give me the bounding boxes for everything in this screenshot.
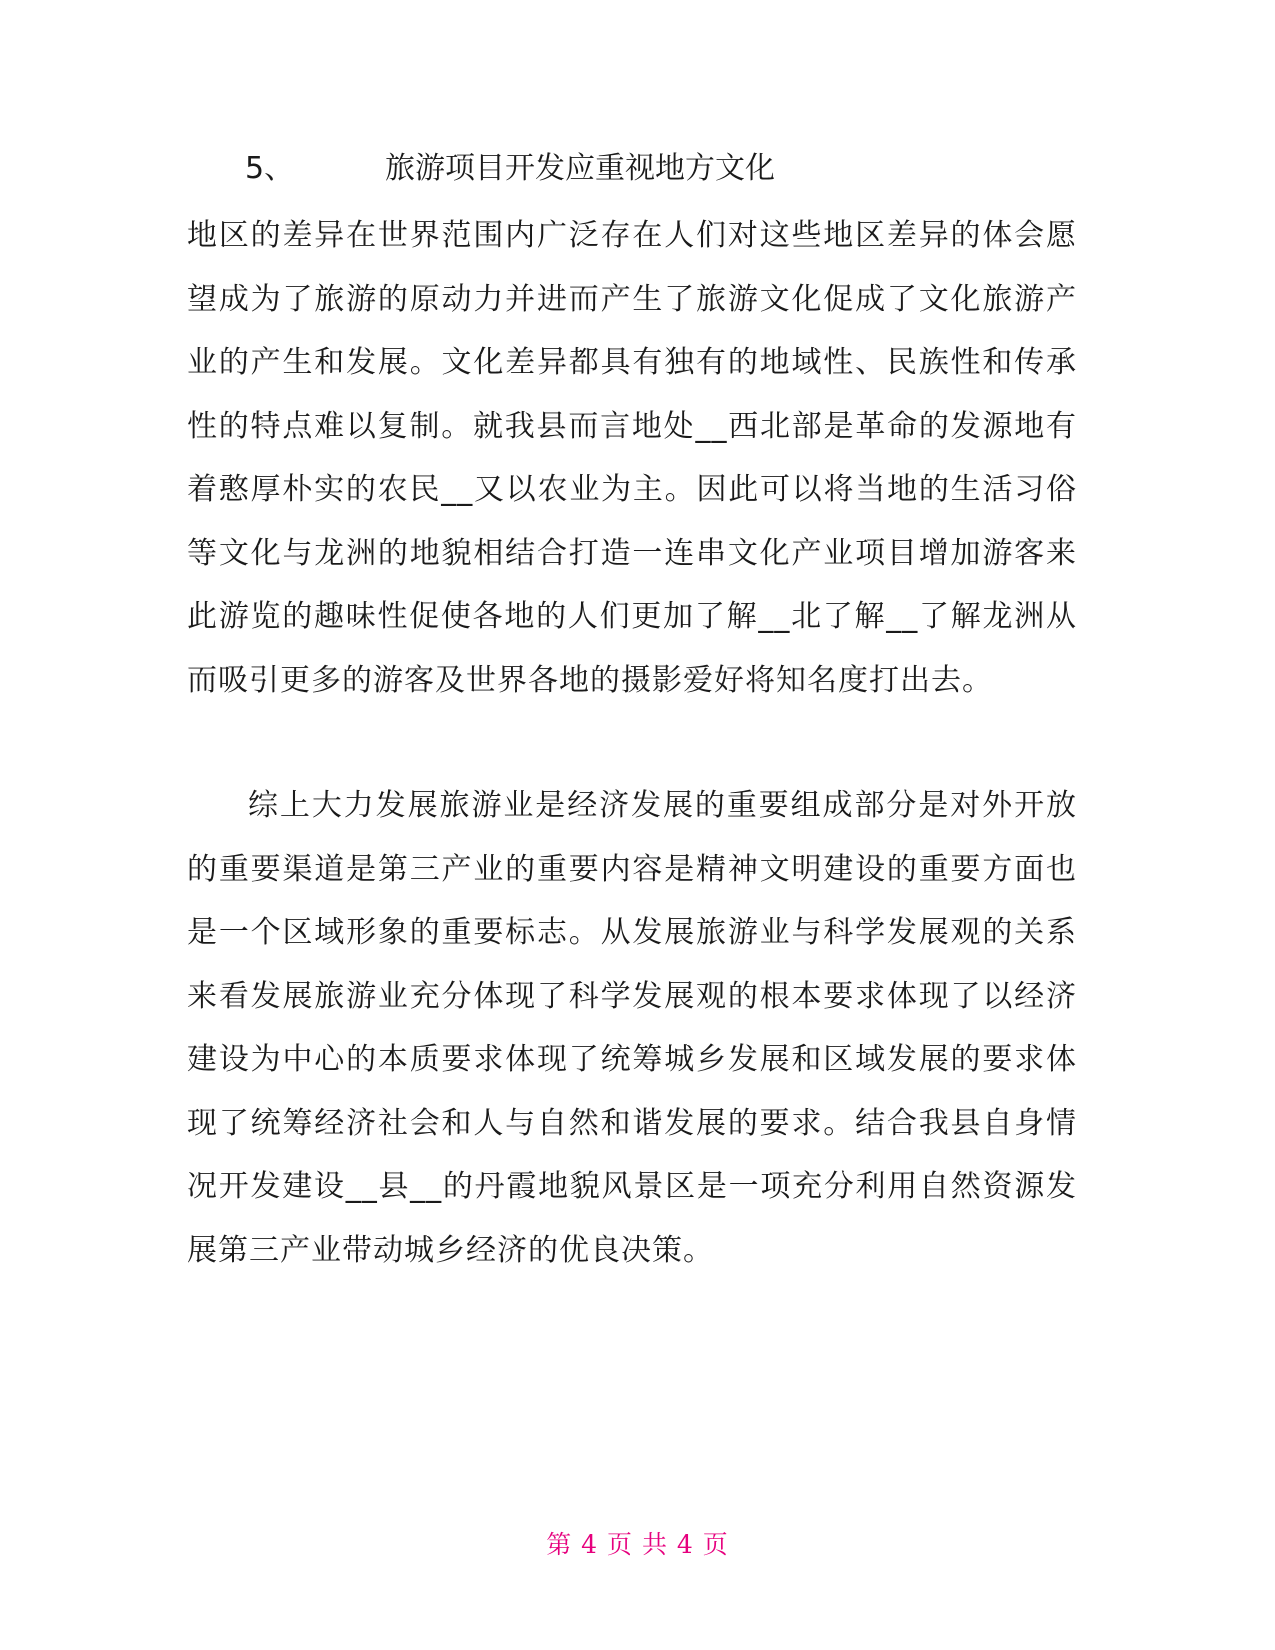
page-number-footer: 第 4 页 共 4 页 — [546, 1530, 729, 1559]
paragraph-2: 综上大力发展旅游业是经济发展的重要组成部分是对外开放的重要渠道是第三产业的重要内容是精神文明建设的重要方面也是一个区域形象的重要标志。从发展旅游业与科学发展观的关系来看发展旅游业充分体现了科学发展观的根本要求体现了以经济建设为中心的本质要求体现了统筹城乡发展和区域发展的要求体现了统筹经济社会和人与自然和谐发展的要求。结合我县自身情况开发建设__县__的丹霞地貌风景区是一项充分利用自然资源发展第三产业带动城乡经济的优良决策。 — [187, 788, 1077, 1268]
section-heading — [245, 145, 775, 193]
section-title: 旅游项目开发应重视地方文化 — [385, 151, 775, 186]
paragraph-1: 地区的差异在世界范围内广泛存在人们对这些地区差异的体会愿望成为了旅游的原动力并进而产生了旅游文化促成了文化旅游产业的产生和发展。文化差异都具有独有的地域性、民族性和传承性的特点难以复制。就我县而言地处__西北部是革命的发源地有着憨厚朴实的农民__又以农业为主。因此可以将当地的生活习俗等文化与龙洲的地貌相结合打造一连串文化产业项目增加游客来此游览的趣味性促使各地的人们更加了解__北了解__了解龙洲从而吸引更多的游客及世界各地的摄影爱好将知名度打出去。 — [187, 218, 1077, 698]
section-number: 5、 — [245, 151, 295, 186]
